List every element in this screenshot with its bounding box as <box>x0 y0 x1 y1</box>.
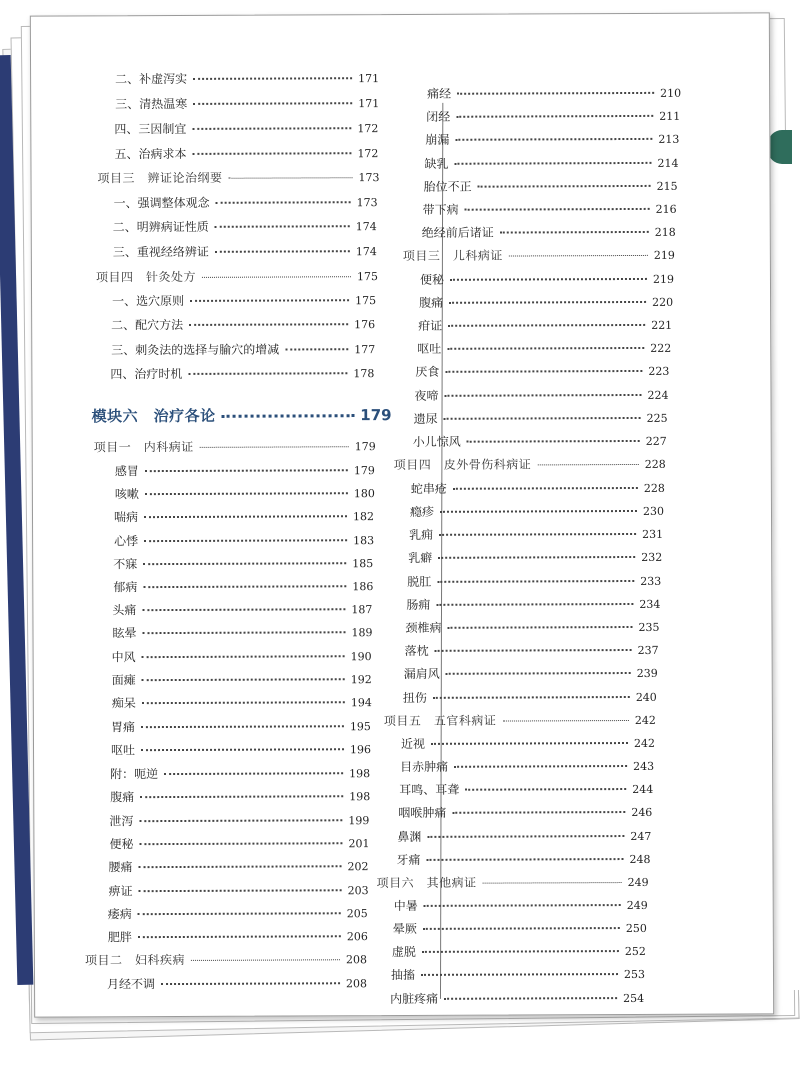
dot-leader <box>478 185 651 188</box>
toc-entry[interactable] <box>427 84 681 102</box>
dot-leader <box>454 162 651 165</box>
toc-entry-title: 痛经 <box>427 86 452 101</box>
toc-entry[interactable] <box>415 362 669 380</box>
dot-leader <box>444 394 641 397</box>
toc-page-number: 246 <box>631 805 653 820</box>
toc-entry[interactable] <box>401 734 655 752</box>
dot-leader <box>457 92 654 95</box>
dot-leader <box>465 208 650 211</box>
toc-entry-title: 蛇串疮 <box>410 481 447 496</box>
toc-page-number: 198 <box>349 790 371 804</box>
toc-page-number: 180 <box>353 487 375 501</box>
toc-page-number: 183 <box>353 534 375 548</box>
dot-leader <box>440 510 637 513</box>
toc-entry-title: 缺乳 <box>424 156 449 171</box>
toc-entry-title: 五、治病求本 <box>114 146 187 162</box>
toc-entry-title: 面瘫 <box>111 673 136 688</box>
toc-page-number: 179 <box>354 440 376 454</box>
toc-entry[interactable] <box>422 223 676 241</box>
toc-entry-title: 模块六 治疗各论 <box>91 406 216 426</box>
dot-leader <box>449 301 646 304</box>
toc-page-number: 254 <box>623 991 645 1006</box>
dot-leader <box>431 742 628 745</box>
toc-page-number: 186 <box>352 580 374 594</box>
toc-page-number: 192 <box>350 673 372 687</box>
toc-entry-title: 腰痛 <box>108 860 133 875</box>
toc-page-number: 172 <box>357 147 379 161</box>
toc-entry[interactable] <box>406 595 660 613</box>
toc-entry[interactable] <box>410 502 664 520</box>
toc-entry-title: 乳癖 <box>408 550 433 565</box>
toc-entry-title: 中风 <box>111 650 136 665</box>
toc-page-number: 174 <box>355 220 377 234</box>
toc-entry-title: 颈椎病 <box>405 620 442 635</box>
toc-page-number: 253 <box>623 967 646 982</box>
toc-entry[interactable] <box>414 409 668 427</box>
toc-entry-title: 便秘 <box>419 272 445 287</box>
toc-entry[interactable] <box>405 618 659 636</box>
toc-page-number: 230 <box>642 504 665 518</box>
dot-leader <box>423 927 620 930</box>
dot-leader <box>435 649 632 652</box>
toc-entry[interactable] <box>399 780 653 798</box>
toc-page-number: 242 <box>633 736 656 750</box>
toc-entry[interactable] <box>390 989 644 1007</box>
toc-entry-title: 感冒 <box>114 464 139 479</box>
toc-entry-title: 漏肩风 <box>403 666 440 681</box>
toc-entry[interactable] <box>424 177 678 195</box>
toc-page-number: 221 <box>651 318 673 332</box>
dot-leader <box>422 950 619 953</box>
toc-entry[interactable] <box>391 965 645 983</box>
toc-entry-title: 月经不调 <box>107 977 156 992</box>
toc-entry-title: 附：呃逆 <box>110 767 159 782</box>
toc-entry-title: 项目三 儿科病证 <box>402 248 503 263</box>
toc-entry-title: 肥胖 <box>107 930 132 945</box>
toc-page-number: 173 <box>356 196 378 210</box>
toc-page-number: 178 <box>353 367 375 381</box>
toc-entry-title: 项目二 妇科疾病 <box>84 952 185 968</box>
next-page-logo <box>768 130 792 164</box>
toc-page-number: 219 <box>652 272 675 286</box>
toc-entry[interactable] <box>405 641 659 659</box>
dot-leader <box>465 788 626 791</box>
toc-page-number: 175 <box>355 294 377 308</box>
toc-entry-title: 厌食 <box>415 364 440 379</box>
dot-leader <box>452 811 625 814</box>
toc-page-number: 203 <box>347 884 369 898</box>
dot-leader <box>436 603 633 606</box>
toc-entry-title: 虚脱 <box>391 944 416 960</box>
toc-section-heading[interactable] <box>384 711 656 729</box>
toc-page-number: 222 <box>650 341 672 355</box>
toc-entry[interactable] <box>423 200 677 218</box>
toc-entry[interactable] <box>409 525 663 543</box>
toc-entry-title: 腹痛 <box>419 295 444 310</box>
toc-entry-title: 项目五 五官科病证 <box>383 713 497 729</box>
toc-page-number: 205 <box>346 907 368 921</box>
toc-entry-title: 项目三 辨证论治纲要 <box>97 170 223 186</box>
toc-page-number: 234 <box>639 597 661 611</box>
toc-entry[interactable] <box>426 107 680 125</box>
toc-page-number: 179 <box>360 406 392 425</box>
dot-leader <box>500 231 649 234</box>
toc-page-number: 232 <box>641 550 663 564</box>
toc-page-number: 194 <box>350 696 372 710</box>
toc-entry-title: 抽搐 <box>390 967 416 983</box>
toc-entry-title: 带下病 <box>422 202 459 217</box>
toc-entry-title: 内脏疼痛 <box>390 991 439 1007</box>
toc-page-number: 210 <box>660 86 682 100</box>
toc-page-number: 175 <box>356 270 378 284</box>
toc-page-number: 202 <box>347 860 369 874</box>
toc-entry-title: 疳证 <box>418 318 443 333</box>
toc-entry-title: 脱肛 <box>407 574 432 589</box>
toc-page-number: 237 <box>637 643 659 657</box>
toc-page-number: 206 <box>346 930 368 944</box>
toc-entry-title: 便秘 <box>109 837 134 852</box>
toc-entry-title: 痿病 <box>107 907 132 922</box>
toc-page-number: 189 <box>351 626 373 640</box>
toc-page-number: 211 <box>659 109 681 123</box>
dot-leader <box>444 417 641 420</box>
toc-section-heading[interactable] <box>403 246 675 264</box>
dot-leader <box>483 882 622 884</box>
toc-page-number: 250 <box>625 921 647 936</box>
toc-entry[interactable] <box>417 339 671 357</box>
toc-entry[interactable] <box>396 850 650 868</box>
dot-leader <box>453 487 638 490</box>
toc-entry-title: 耳鸣、耳聋 <box>399 782 460 798</box>
toc-entry-title: 呕吐 <box>110 743 136 758</box>
toc-page-number: 243 <box>633 759 655 773</box>
toc-page-number: 201 <box>348 837 370 851</box>
toc-entry-title: 绝经前后诸证 <box>421 225 494 240</box>
toc-entry-title: 腹痛 <box>110 790 135 805</box>
toc-entry[interactable] <box>418 316 672 334</box>
toc-page-number: 240 <box>635 690 657 704</box>
toc-entry[interactable] <box>411 479 665 497</box>
toc-page-number: 223 <box>648 364 670 378</box>
toc-page-number: 214 <box>657 156 679 170</box>
toc-entry[interactable] <box>393 919 647 937</box>
toc-entry-title: 遗尿 <box>413 411 438 426</box>
toc-entry[interactable] <box>392 942 646 960</box>
toc-entry[interactable] <box>420 270 674 288</box>
toc-entry[interactable] <box>403 688 657 706</box>
toc-page-number: 171 <box>358 72 380 86</box>
toc-entry-title: 一、选穴原则 <box>112 293 185 309</box>
toc-entry-title: 近视 <box>400 736 426 752</box>
toc-page-number: 198 <box>349 767 371 781</box>
dot-leader <box>439 533 636 536</box>
toc-entry[interactable] <box>398 803 652 821</box>
dot-leader <box>509 255 648 257</box>
toc-entry[interactable] <box>394 896 648 914</box>
toc-entry-title: 项目一 内科病证 <box>93 439 194 455</box>
toc-entry-title: 眩晕 <box>112 626 137 641</box>
toc-entry-title: 牙痛 <box>396 852 421 868</box>
toc-entry-title: 四、治疗时机 <box>110 366 183 382</box>
dot-leader <box>456 115 653 118</box>
toc-entry-title: 头痛 <box>112 603 137 618</box>
toc-page-number: 244 <box>632 782 654 796</box>
toc-page-number: 199 <box>348 814 370 828</box>
toc-entry-title: 二、明辨病证性质 <box>112 219 209 235</box>
toc-entry-title: 胎位不正 <box>423 179 472 194</box>
toc-page-number: 239 <box>636 666 658 680</box>
toc-entry-title: 郁病 <box>113 580 138 595</box>
toc-entry-title: 胃痛 <box>110 720 135 735</box>
toc-section-heading[interactable] <box>377 873 649 891</box>
toc-entry-title: 四、三因制宜 <box>114 121 187 137</box>
toc-page-number: 235 <box>638 620 660 634</box>
toc-entry-title: 一、强调整体观念 <box>113 195 210 211</box>
toc-entry-title: 三、刺灸法的选择与腧穴的增减 <box>111 342 280 358</box>
dot-leader <box>454 765 627 768</box>
toc-entry-title: 小儿惊风 <box>412 434 461 449</box>
toc-page-number: 196 <box>349 743 372 757</box>
toc-entry-title: 心悸 <box>114 534 139 549</box>
toc-page-number: 216 <box>655 202 677 216</box>
toc-entry-title: 晕厥 <box>392 921 417 937</box>
toc-page-number: 233 <box>640 574 662 588</box>
toc-entry-title: 目赤肿痛 <box>400 759 449 775</box>
toc-entry-title: 三、重视经络辨证 <box>112 244 209 260</box>
toc-entry[interactable] <box>419 293 673 311</box>
toc-page-number: 220 <box>652 295 674 309</box>
dot-leader <box>427 858 624 861</box>
toc-entry-title: 二、补虚泻实 <box>115 71 188 87</box>
toc-section-heading[interactable] <box>394 455 666 473</box>
toc-entry-title: 喘病 <box>113 510 139 525</box>
toc-entry-title: 闭经 <box>426 109 451 124</box>
toc-entry[interactable] <box>397 827 651 845</box>
dot-leader <box>537 464 638 465</box>
toc-entry-title: 二、配穴方法 <box>111 317 184 333</box>
toc-page-number: 177 <box>354 343 376 357</box>
dot-leader <box>502 720 628 722</box>
toc-page-number: 252 <box>624 944 646 959</box>
toc-page-number: 208 <box>345 953 367 967</box>
toc-page-number: 248 <box>629 852 651 867</box>
dot-leader <box>467 440 640 443</box>
toc-entry[interactable] <box>413 432 667 450</box>
toc-entry-title: 崩漏 <box>425 132 450 147</box>
toc-page-number: 228 <box>644 457 666 471</box>
toc-page-number: 225 <box>646 411 668 425</box>
toc-page-number: 195 <box>349 720 371 734</box>
dot-leader <box>421 973 618 976</box>
toc-entry[interactable] <box>400 757 654 775</box>
toc-entry-title: 不寐 <box>113 557 138 572</box>
toc-page-number: 182 <box>352 510 375 524</box>
dot-leader <box>438 556 635 559</box>
dot-leader <box>433 696 630 699</box>
toc-page-number: 247 <box>630 829 652 844</box>
toc-page-number: 173 <box>358 171 380 185</box>
dot-leader <box>448 626 633 629</box>
toc-entry[interactable] <box>424 154 678 172</box>
toc-entry-title: 乳痈 <box>409 527 434 542</box>
toc-entry-title: 鼻渊 <box>397 829 422 845</box>
toc-entry[interactable] <box>414 386 668 404</box>
toc-entry[interactable] <box>407 572 661 590</box>
dot-leader <box>424 904 621 907</box>
toc-page-number: 218 <box>654 225 676 239</box>
toc-entry-title: 扭伤 <box>402 690 427 705</box>
dot-leader <box>450 278 647 281</box>
toc-entry-title: 咳嗽 <box>114 487 139 502</box>
toc-page-number: 213 <box>658 132 680 146</box>
dot-leader <box>444 997 617 1000</box>
toc-page-number: 227 <box>645 434 667 448</box>
toc-page-number: 172 <box>357 122 379 136</box>
toc-entry-title: 肠痈 <box>406 597 431 612</box>
toc-page-number: 179 <box>353 464 375 478</box>
dot-leader <box>448 324 645 327</box>
toc-page-number: 215 <box>656 179 678 193</box>
toc-page-number: 176 <box>354 318 376 332</box>
toc-entry-title: 咽喉肿痛 <box>398 805 447 821</box>
toc-entry-title: 项目六 其他病证 <box>376 875 477 891</box>
toc-page-number: 228 <box>643 481 665 495</box>
toc-page-number: 224 <box>647 388 669 402</box>
toc-page-number: 208 <box>346 977 368 991</box>
dot-leader <box>446 672 631 675</box>
toc-entry-title: 痴呆 <box>111 696 136 711</box>
dot-leader <box>445 370 642 373</box>
toc-entry[interactable] <box>425 130 679 148</box>
toc-page <box>30 12 774 1017</box>
toc-entry-title: 夜啼 <box>414 388 439 403</box>
dot-leader <box>455 138 652 141</box>
toc-page-number: 187 <box>351 603 373 617</box>
toc-page-number: 219 <box>653 248 675 262</box>
toc-entry[interactable] <box>408 548 662 566</box>
toc-entry[interactable] <box>404 664 658 682</box>
toc-entry-title: 泄泻 <box>109 814 134 829</box>
toc-entry-title: 落枕 <box>404 643 429 658</box>
toc-entry-title: 痹证 <box>108 884 133 899</box>
toc-page-number: 249 <box>626 898 648 913</box>
toc-page-number: 242 <box>634 713 656 727</box>
toc-page-number: 249 <box>627 875 649 890</box>
toc-page-number: 174 <box>355 245 377 259</box>
toc-entry-title: 瘾疹 <box>409 504 435 519</box>
toc-entry-title: 呕吐 <box>417 341 442 356</box>
toc-page-number: 231 <box>642 527 664 541</box>
toc-entry-title: 中暑 <box>393 898 418 914</box>
toc-page-number: 190 <box>350 650 372 664</box>
dot-leader <box>437 580 634 583</box>
toc-entry-title: 项目四 针灸处方 <box>95 269 197 285</box>
toc-page-number: 185 <box>352 557 374 571</box>
toc-page-number: 171 <box>358 97 380 111</box>
toc-entry-title: 项目四 皮外骨伤科病证 <box>393 457 532 473</box>
dot-leader <box>427 835 624 838</box>
dot-leader <box>447 347 644 350</box>
toc-entry-title: 三、清热温寒 <box>115 96 188 112</box>
toc-right-column <box>31 13 773 1016</box>
